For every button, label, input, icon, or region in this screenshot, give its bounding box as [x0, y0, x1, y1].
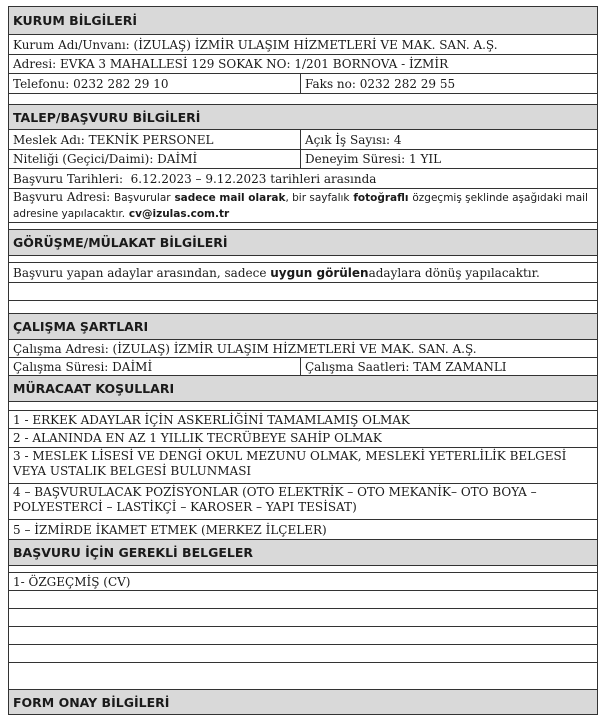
- section-header-talep: [9, 104, 597, 130]
- talep-niteligi: Niteliği (Geçici/Daimi): DAİMİ: [13, 152, 198, 166]
- gorusme-row: [9, 262, 597, 283]
- muracaat-item-text: 2 - ALANINDA EN AZ 1 YILLIK TECRÜBEYE SAHİP OLMAK: [13, 431, 382, 445]
- kurum-iletisim-row: [9, 74, 597, 94]
- calisma-title: ÇALIŞMA ŞARTLARI: [13, 319, 149, 334]
- talep-adres-text-1: Başvurular: [113, 192, 171, 204]
- muracaat-item: [9, 410, 597, 429]
- gorusme-title: GÖRÜŞME/MÜLAKAT BİLGİLERİ: [13, 235, 228, 250]
- empty-cell: [9, 627, 597, 644]
- calisma-adres: Çalışma Adresi: (İZULAŞ) İZMİR ULAŞIM HİZMETLERİ VE MAK. SAN. A.Ş.: [13, 341, 477, 356]
- empty-cell: [9, 645, 597, 662]
- muracaat-title: MÜRACAAT KOŞULLARI: [13, 381, 175, 396]
- kurum-adres-row: [9, 55, 597, 74]
- calisma-sure: Çalışma Süresi: DAİMİ: [13, 359, 153, 374]
- empty-cell: [9, 591, 597, 608]
- muracaat-item-text: 3 - MESLEK LİSESİ VE DENGİ OKUL MEZUNU OLMAK, MESLEKİ YETERLİLİK BELGESİ VEYA USTALIK BELGESİ BULUNMASI: [13, 449, 567, 478]
- kurum-ad: Kurum Adı/Unvanı: (İZULAŞ) İZMİR ULAŞIM HİZMETLERİ VE MAK. SAN. A.Ş.: [13, 37, 498, 52]
- talep-adres-text-2: , bir sayfalık: [285, 192, 350, 204]
- gap: [9, 402, 597, 410]
- onay-title: FORM ONAY BİLGİLERİ: [13, 694, 170, 710]
- gorusme-bold: uygun görülen: [270, 265, 369, 280]
- talep-tarih-row: [9, 169, 597, 189]
- talep-adres-bold-1: sadece mail olarak: [174, 192, 286, 204]
- muracaat-item-text: 5 – İZMİRDE İKAMET ETMEK (MERKEZ İLÇELER): [13, 522, 327, 537]
- section-header-muracaat: [9, 376, 597, 402]
- kurum-faks: Faks no: 0232 282 29 55: [300, 74, 597, 93]
- belgeler-empty-row: [9, 591, 597, 609]
- empty-cell: [9, 609, 597, 626]
- talep-adres: [9, 189, 597, 222]
- muracaat-item: [9, 448, 597, 484]
- belgeler-empty-row: [9, 645, 597, 663]
- calisma-adres-row: [9, 340, 597, 358]
- talep-tarih-label: Başvuru Tarihleri:: [13, 171, 124, 186]
- talep-tarih-value: 6.12.2023 – 9.12.2023 tarihleri arasında: [130, 171, 377, 186]
- muracaat-item-text: 1 - ERKEK ADAYLAR İÇİN ASKERLİĞİNİ TAMAMLAMIŞ OLMAK: [13, 412, 410, 427]
- section-header-gorusme: [9, 229, 597, 256]
- talep-adres-row: [9, 189, 597, 223]
- empty-cell: [9, 283, 597, 300]
- talep-tarih: [9, 169, 597, 188]
- section-header-onay: [9, 689, 597, 715]
- kurum-adres: Adresi: EVKA 3 MAHALLESİ 129 SOKAK NO: 1/201 BORNOVA - İZMİR: [13, 57, 449, 71]
- talep-deneyim: Deneyim Süresi: 1 YIL: [300, 150, 597, 168]
- gorusme-text-2: adaylara dönüş yapılacaktır.: [368, 265, 540, 280]
- calisma-saat: Çalışma Saatleri: TAM ZAMANLI: [300, 358, 597, 375]
- gap: [9, 301, 597, 313]
- section-header-belgeler: [9, 540, 597, 566]
- gorusme-text: [9, 263, 597, 282]
- muracaat-item: [9, 484, 597, 520]
- belgeler-item-text: 1- ÖZGEÇMİŞ (CV): [13, 574, 131, 589]
- gorusme-text-1: Başvuru yapan adaylar arasından, sadece: [13, 265, 267, 280]
- belgeler-title: BAŞVURU İÇİN GEREKLİ BELGELER: [13, 545, 254, 560]
- section-header-kurum: [9, 6, 597, 35]
- talep-meslek: Meslek Adı: TEKNİK PERSONEL: [13, 132, 214, 147]
- section-header-calisma: [9, 313, 597, 340]
- gorusme-empty-row: [9, 283, 597, 301]
- kurum-title: KURUM BİLGİLERİ: [13, 13, 138, 28]
- talep-adres-text-3: özgeçmiş şeklinde aşağıdaki mail adresine yapılacaktır.: [13, 192, 588, 220]
- talep-adres-label: Başvuru Adresi:: [13, 190, 111, 204]
- form-table: [8, 6, 598, 715]
- belgeler-empty-row: [9, 627, 597, 645]
- belgeler-empty-row: [9, 609, 597, 627]
- kurum-telefon: Telefonu: 0232 282 29 10: [13, 76, 169, 91]
- talep-adres-email: cv@izulas.com.tr: [128, 208, 230, 220]
- belgeler-item: [9, 572, 597, 591]
- talep-adres-bold-2: fotoğraflı: [353, 192, 409, 204]
- talep-acik-is: Açık İş Sayısı: 4: [300, 130, 597, 149]
- talep-title: TALEP/BAŞVURU BİLGİLERİ: [13, 109, 201, 125]
- talep-nitelik-row: [9, 150, 597, 169]
- kurum-ad-row: [9, 35, 597, 55]
- muracaat-item-text: 4 – BAŞVURULACAK POZİSYONLAR (OTO ELEKTRİK – OTO MEKANİK– OTO BOYA – POLYESTERCİ – LASTİKÇİ – KAROSER – YAPI TESİSAT): [13, 485, 537, 514]
- calisma-sure-row: [9, 358, 597, 376]
- gap: [9, 663, 597, 689]
- muracaat-item: [9, 429, 597, 448]
- talep-meslek-row: [9, 130, 597, 150]
- muracaat-item: [9, 520, 597, 540]
- gap: [9, 94, 597, 104]
